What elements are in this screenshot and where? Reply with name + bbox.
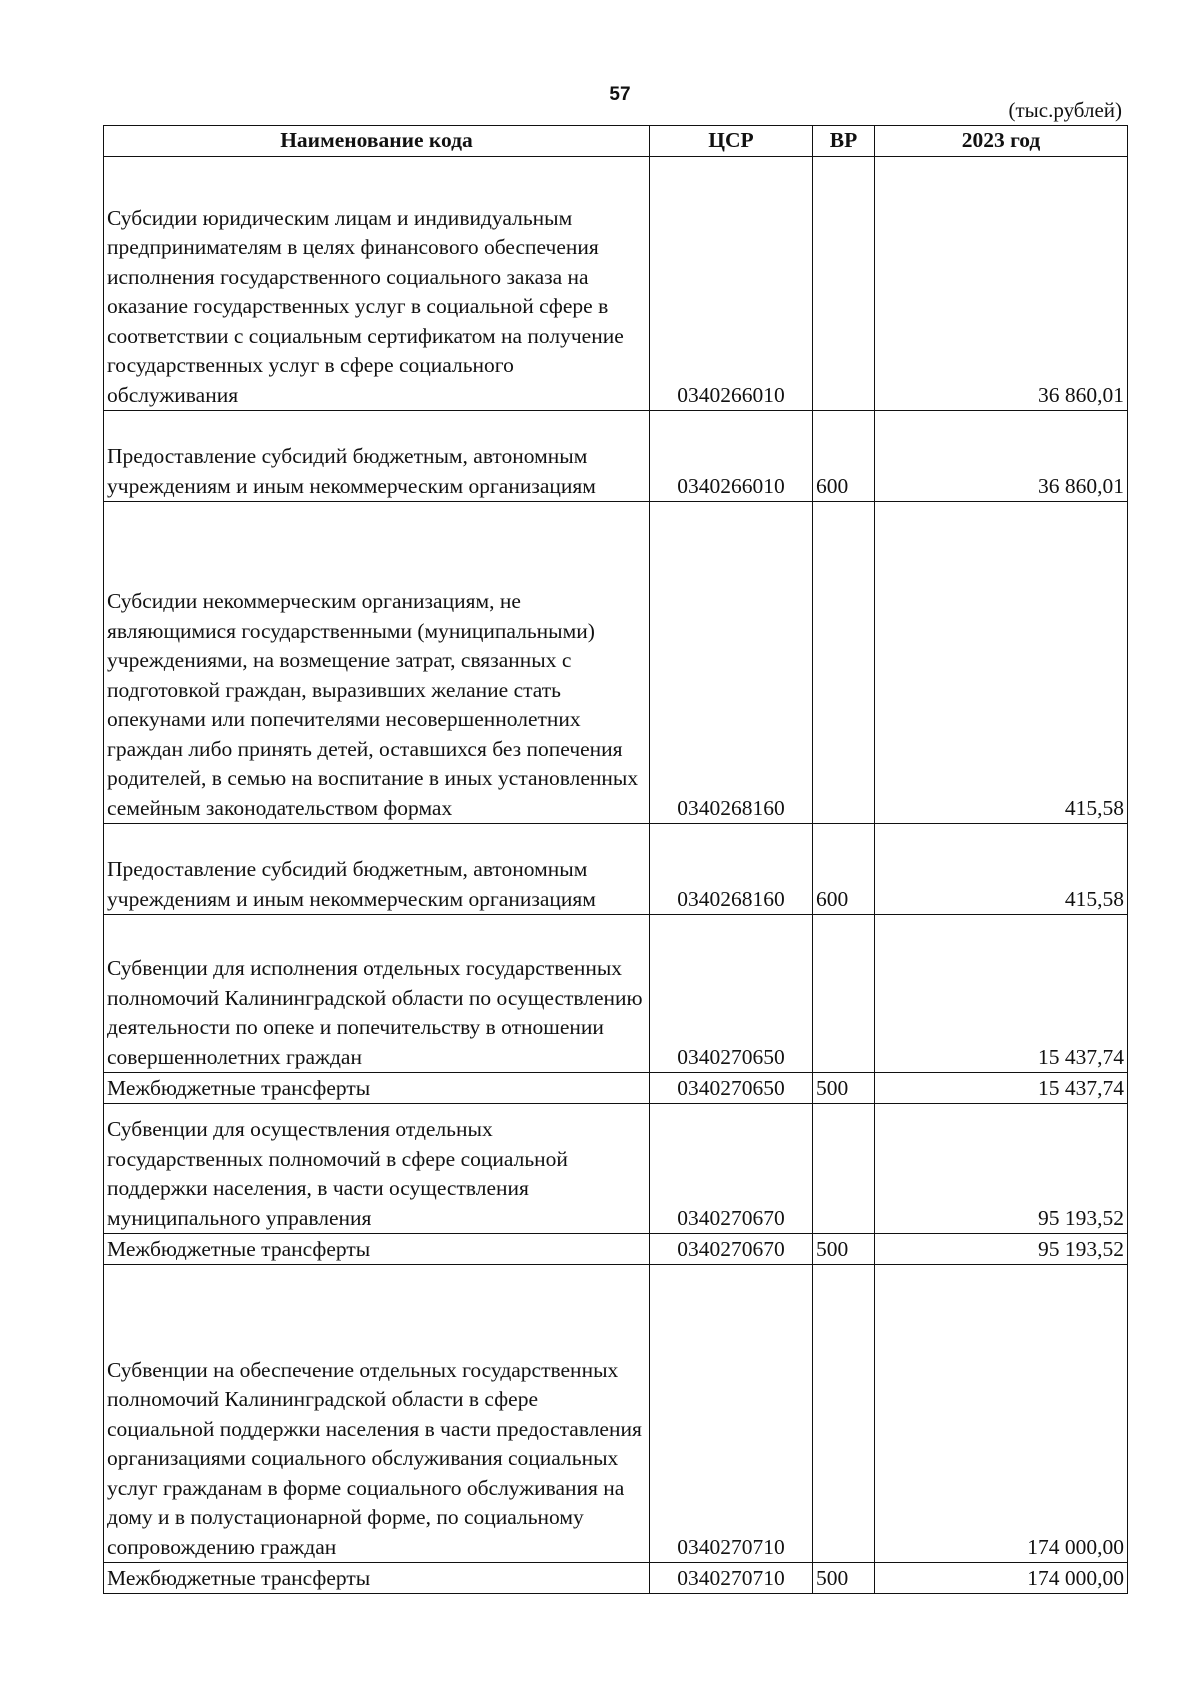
row-name: Субвенции для исполнения отдельных государственных полномочий Калининградской области по осуществлению деятельности по опеке и попечительству в отношении совершеннолетних граждан — [104, 915, 650, 1073]
row-amount: 15 437,74 — [875, 1073, 1128, 1104]
row-name: Предоставление субсидий бюджетным, автономным учреждениям и иным некоммерческим организациям — [104, 824, 650, 915]
row-name: Субвенции на обеспечение отдельных государственных полномочий Калининградской области в сфере социальной поддержки населения в части предоставления организациями социального обслуживания социальных услуг гражданам в форме социального обслуживания на дому и в полустационарной форме, по социальному сопровождению граждан — [104, 1265, 650, 1563]
table-row — [104, 411, 1128, 502]
row-csr: 0340268160 — [650, 502, 813, 824]
row-name: Предоставление субсидий бюджетным, автономным учреждениям и иным некоммерческим организациям — [104, 411, 650, 502]
page-number: 57 — [609, 84, 631, 105]
table-row — [104, 157, 1128, 411]
row-amount: 15 437,74 — [875, 915, 1128, 1073]
row-csr: 0340270710 — [650, 1265, 813, 1563]
row-amount: 36 860,01 — [875, 157, 1128, 411]
row-csr: 0340270670 — [650, 1234, 813, 1265]
row-vr: 600 — [813, 411, 875, 502]
units-label: (тыс.рублей) — [1008, 98, 1122, 122]
row-name: Межбюджетные трансферты — [104, 1234, 650, 1265]
header-name: Наименование кода — [104, 126, 650, 157]
row-csr: 0340270670 — [650, 1104, 813, 1234]
table-row — [104, 1265, 1128, 1563]
header-vr: ВР — [813, 126, 875, 157]
row-vr — [813, 1265, 875, 1563]
row-csr: 0340268160 — [650, 824, 813, 915]
header-csr: ЦСР — [650, 126, 813, 157]
row-name: Субвенции для осуществления отдельных государственных полномочий в сфере социальной поддержки населения, в части осуществления муниципального управления — [104, 1104, 650, 1234]
table-row — [104, 1563, 1128, 1594]
row-csr: 0340266010 — [650, 411, 813, 502]
row-csr: 0340266010 — [650, 157, 813, 411]
table-row — [104, 1104, 1128, 1234]
row-vr — [813, 157, 875, 411]
table-header-row — [104, 126, 1128, 157]
row-name: Субсидии юридическим лицам и индивидуальным предпринимателям в целях финансового обеспечения исполнения государственного социального заказа на оказание государственных услуг в социальной сфере в соответствии с социальным сертификатом на получение государственных услуг в сфере социального обслуживания — [104, 157, 650, 411]
row-name: Межбюджетные трансферты — [104, 1563, 650, 1594]
row-amount: 95 193,52 — [875, 1104, 1128, 1234]
budget-table — [103, 125, 1128, 1594]
row-name: Субсидии некоммерческим организациям, не являющимися государственными (муниципальными) учреждениями, на возмещение затрат, связанных с подготовкой граждан, выразивших желание стать опекунами или попечителями несовершеннолетних граждан либо принять детей, оставшихся без попечения родителей, в семью на воспитание в иных установленных семейным законодательством формах — [104, 502, 650, 824]
row-csr: 0340270650 — [650, 915, 813, 1073]
row-amount: 174 000,00 — [875, 1265, 1128, 1563]
table-row — [104, 915, 1128, 1073]
table-row — [104, 1234, 1128, 1265]
row-vr: 500 — [813, 1563, 875, 1594]
row-vr: 500 — [813, 1073, 875, 1104]
header-year: 2023 год — [875, 126, 1128, 157]
row-vr — [813, 502, 875, 824]
row-amount: 415,58 — [875, 502, 1128, 824]
row-amount: 174 000,00 — [875, 1563, 1128, 1594]
table-row — [104, 1073, 1128, 1104]
row-vr — [813, 915, 875, 1073]
row-csr: 0340270650 — [650, 1073, 813, 1104]
row-name: Межбюджетные трансферты — [104, 1073, 650, 1104]
table-row — [104, 824, 1128, 915]
row-amount: 36 860,01 — [875, 411, 1128, 502]
row-vr — [813, 1104, 875, 1234]
table-row — [104, 502, 1128, 824]
row-vr: 600 — [813, 824, 875, 915]
row-csr: 0340270710 — [650, 1563, 813, 1594]
row-vr: 500 — [813, 1234, 875, 1265]
row-amount: 95 193,52 — [875, 1234, 1128, 1265]
row-amount: 415,58 — [875, 824, 1128, 915]
